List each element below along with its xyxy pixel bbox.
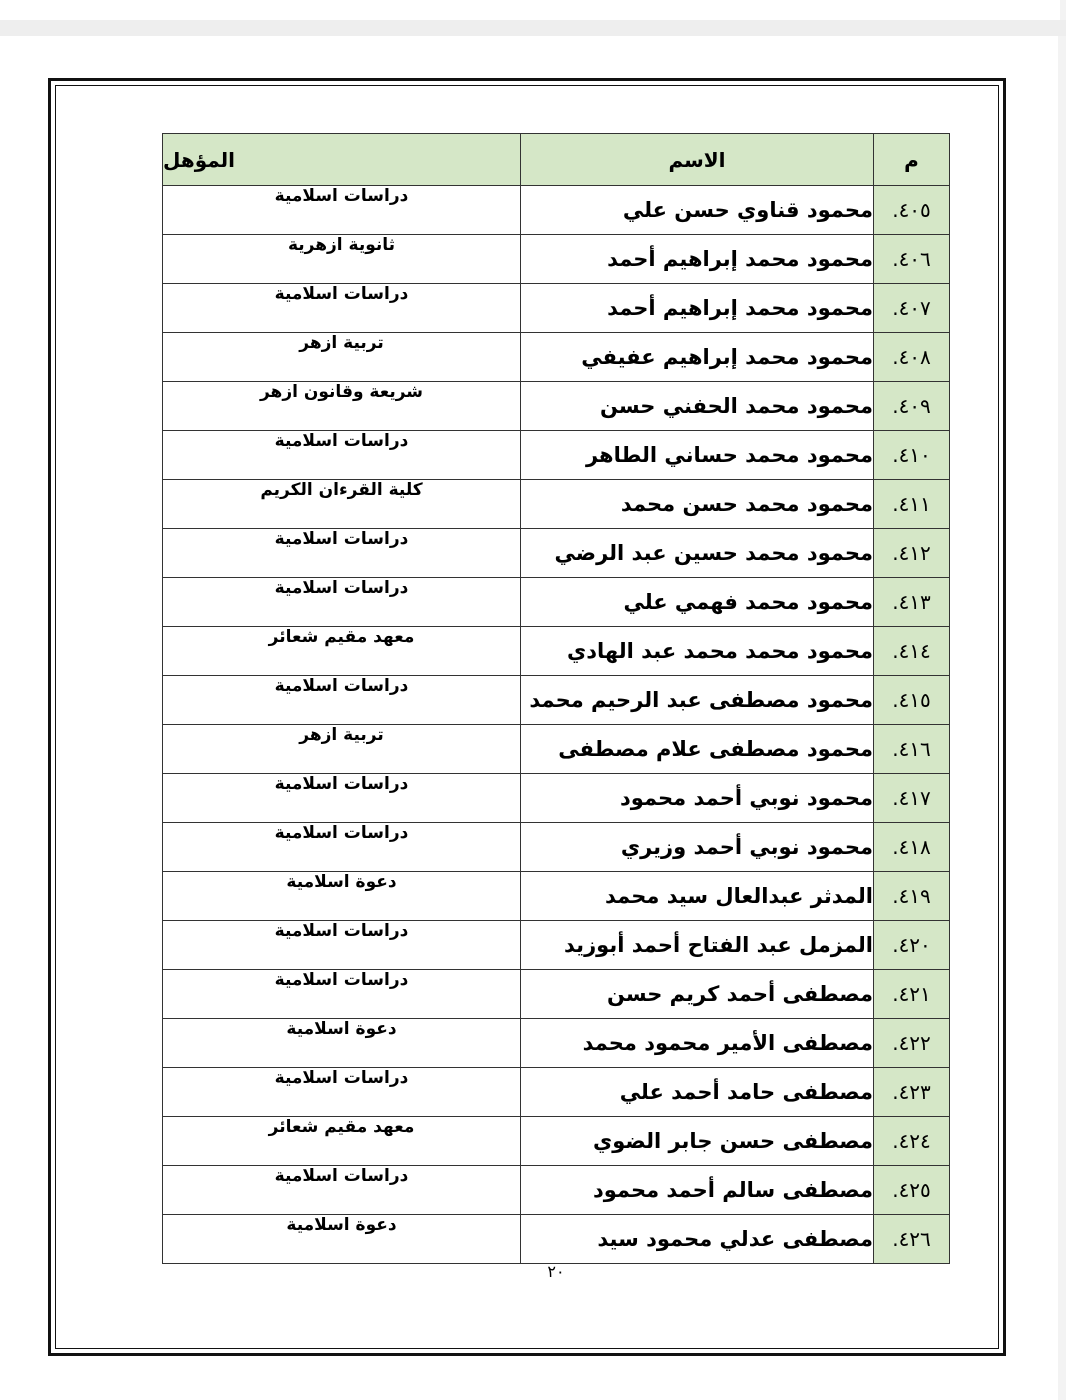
row-qualification: تربية ازهر [163,333,521,382]
row-qualification: دراسات اسلامية [163,970,521,1019]
row-name: مصطفى عدلي محمود سيد [521,1215,874,1264]
row-qualification: دراسات اسلامية [163,431,521,480]
row-number: ٤٢٢. [874,1019,950,1068]
row-qualification: دراسات اسلامية [163,186,521,235]
row-qualification: دراسات اسلامية [163,1166,521,1215]
table-row [163,529,950,578]
table-row [163,774,950,823]
table-row [163,1019,950,1068]
row-number: ٤٢٠. [874,921,950,970]
row-number: ٤١٥. [874,676,950,725]
row-number: ٤١٧. [874,774,950,823]
row-number: ٤١٠. [874,431,950,480]
row-number: ٤١١. [874,480,950,529]
table-row [163,1166,950,1215]
row-name: المدثر عبدالعال سيد محمد [521,872,874,921]
table-row [163,1117,950,1166]
row-qualification: تربية ازهر [163,725,521,774]
table-row [163,431,950,480]
row-name: محمود محمد إبراهيم عفيفي [521,333,874,382]
row-qualification: كلية القرءان الكريم [163,480,521,529]
previous-sheet-edge [0,0,1060,20]
row-name: مصطفى الأمير محمود محمد [521,1019,874,1068]
row-number: ٤١٤. [874,627,950,676]
row-number: ٤٢٣. [874,1068,950,1117]
header-name: الاسم [521,134,874,186]
row-name: محمود محمد فهمي علي [521,578,874,627]
row-qualification: دراسات اسلامية [163,578,521,627]
table-row [163,627,950,676]
row-qualification: شريعة وقانون ازهر [163,382,521,431]
row-number: ٤٢١. [874,970,950,1019]
names-table [162,133,950,1264]
row-number: ٤١٨. [874,823,950,872]
row-qualification: دعوة اسلامية [163,1215,521,1264]
row-name: محمود محمد الحفني حسن [521,382,874,431]
row-number: ٤١٦. [874,725,950,774]
row-number: ٤٢٤. [874,1117,950,1166]
row-name: محمود محمد إبراهيم أحمد [521,284,874,333]
row-number: ٤٠٧. [874,284,950,333]
row-qualification: دراسات اسلامية [163,1068,521,1117]
table-row [163,725,950,774]
row-name: محمود مصطفى عبد الرحيم محمد [521,676,874,725]
row-number: ٤١٢. [874,529,950,578]
table-row [163,235,950,284]
row-number: ٤٢٦. [874,1215,950,1264]
row-name: محمود نوبي أحمد وزيري [521,823,874,872]
table-row [163,872,950,921]
table-row [163,480,950,529]
table-row [163,823,950,872]
row-name: محمود محمد حساني الطاهر [521,431,874,480]
row-qualification: ثانوية ازهرية [163,235,521,284]
row-number: ٤٢٥. [874,1166,950,1215]
table-row [163,186,950,235]
table-header-row [163,134,950,186]
table-row [163,382,950,431]
row-qualification: دراسات اسلامية [163,823,521,872]
table-row [163,578,950,627]
row-name: محمود محمد حسن محمد [521,480,874,529]
sheet-gap [0,20,1066,36]
row-name: مصطفى حامد أحمد علي [521,1068,874,1117]
header-number: م [874,134,950,186]
row-number: ٤٠٨. [874,333,950,382]
row-qualification: دراسات اسلامية [163,284,521,333]
row-name: مصطفى أحمد كريم حسن [521,970,874,1019]
row-name: محمود قناوي حسن علي [521,186,874,235]
row-name: محمود نوبي أحمد محمود [521,774,874,823]
table-row [163,676,950,725]
table-row [163,284,950,333]
table-row [163,1215,950,1264]
table-row [163,1068,950,1117]
row-qualification: دعوة اسلامية [163,872,521,921]
row-number: ٤٠٦. [874,235,950,284]
row-qualification: دراسات اسلامية [163,921,521,970]
page-number: ٢٠ [547,1262,565,1281]
row-number: ٤٠٥. [874,186,950,235]
row-name: محمود مصطفى علام مصطفى [521,725,874,774]
row-number: ٤٠٩. [874,382,950,431]
row-name: المزمل عبد الفتاح أحمد أبوزيد [521,921,874,970]
row-qualification: دراسات اسلامية [163,529,521,578]
row-name: مصطفى سالم أحمد محمود [521,1166,874,1215]
row-name: محمود محمد حسين عبد الرضي [521,529,874,578]
row-name: محمود محمد إبراهيم أحمد [521,235,874,284]
row-number: ٤١٩. [874,872,950,921]
header-qualification: المؤهل [163,134,521,186]
row-qualification: دراسات اسلامية [163,676,521,725]
row-name: مصطفى حسن جابر الضوي [521,1117,874,1166]
row-qualification: معهد مقيم شعائر [163,1117,521,1166]
row-name: محمود محمد محمد عبد الهادي [521,627,874,676]
row-qualification: دعوة اسلامية [163,1019,521,1068]
row-qualification: معهد مقيم شعائر [163,627,521,676]
table-row [163,970,950,1019]
row-qualification: دراسات اسلامية [163,774,521,823]
table-row [163,333,950,382]
row-number: ٤١٣. [874,578,950,627]
table-row [163,921,950,970]
